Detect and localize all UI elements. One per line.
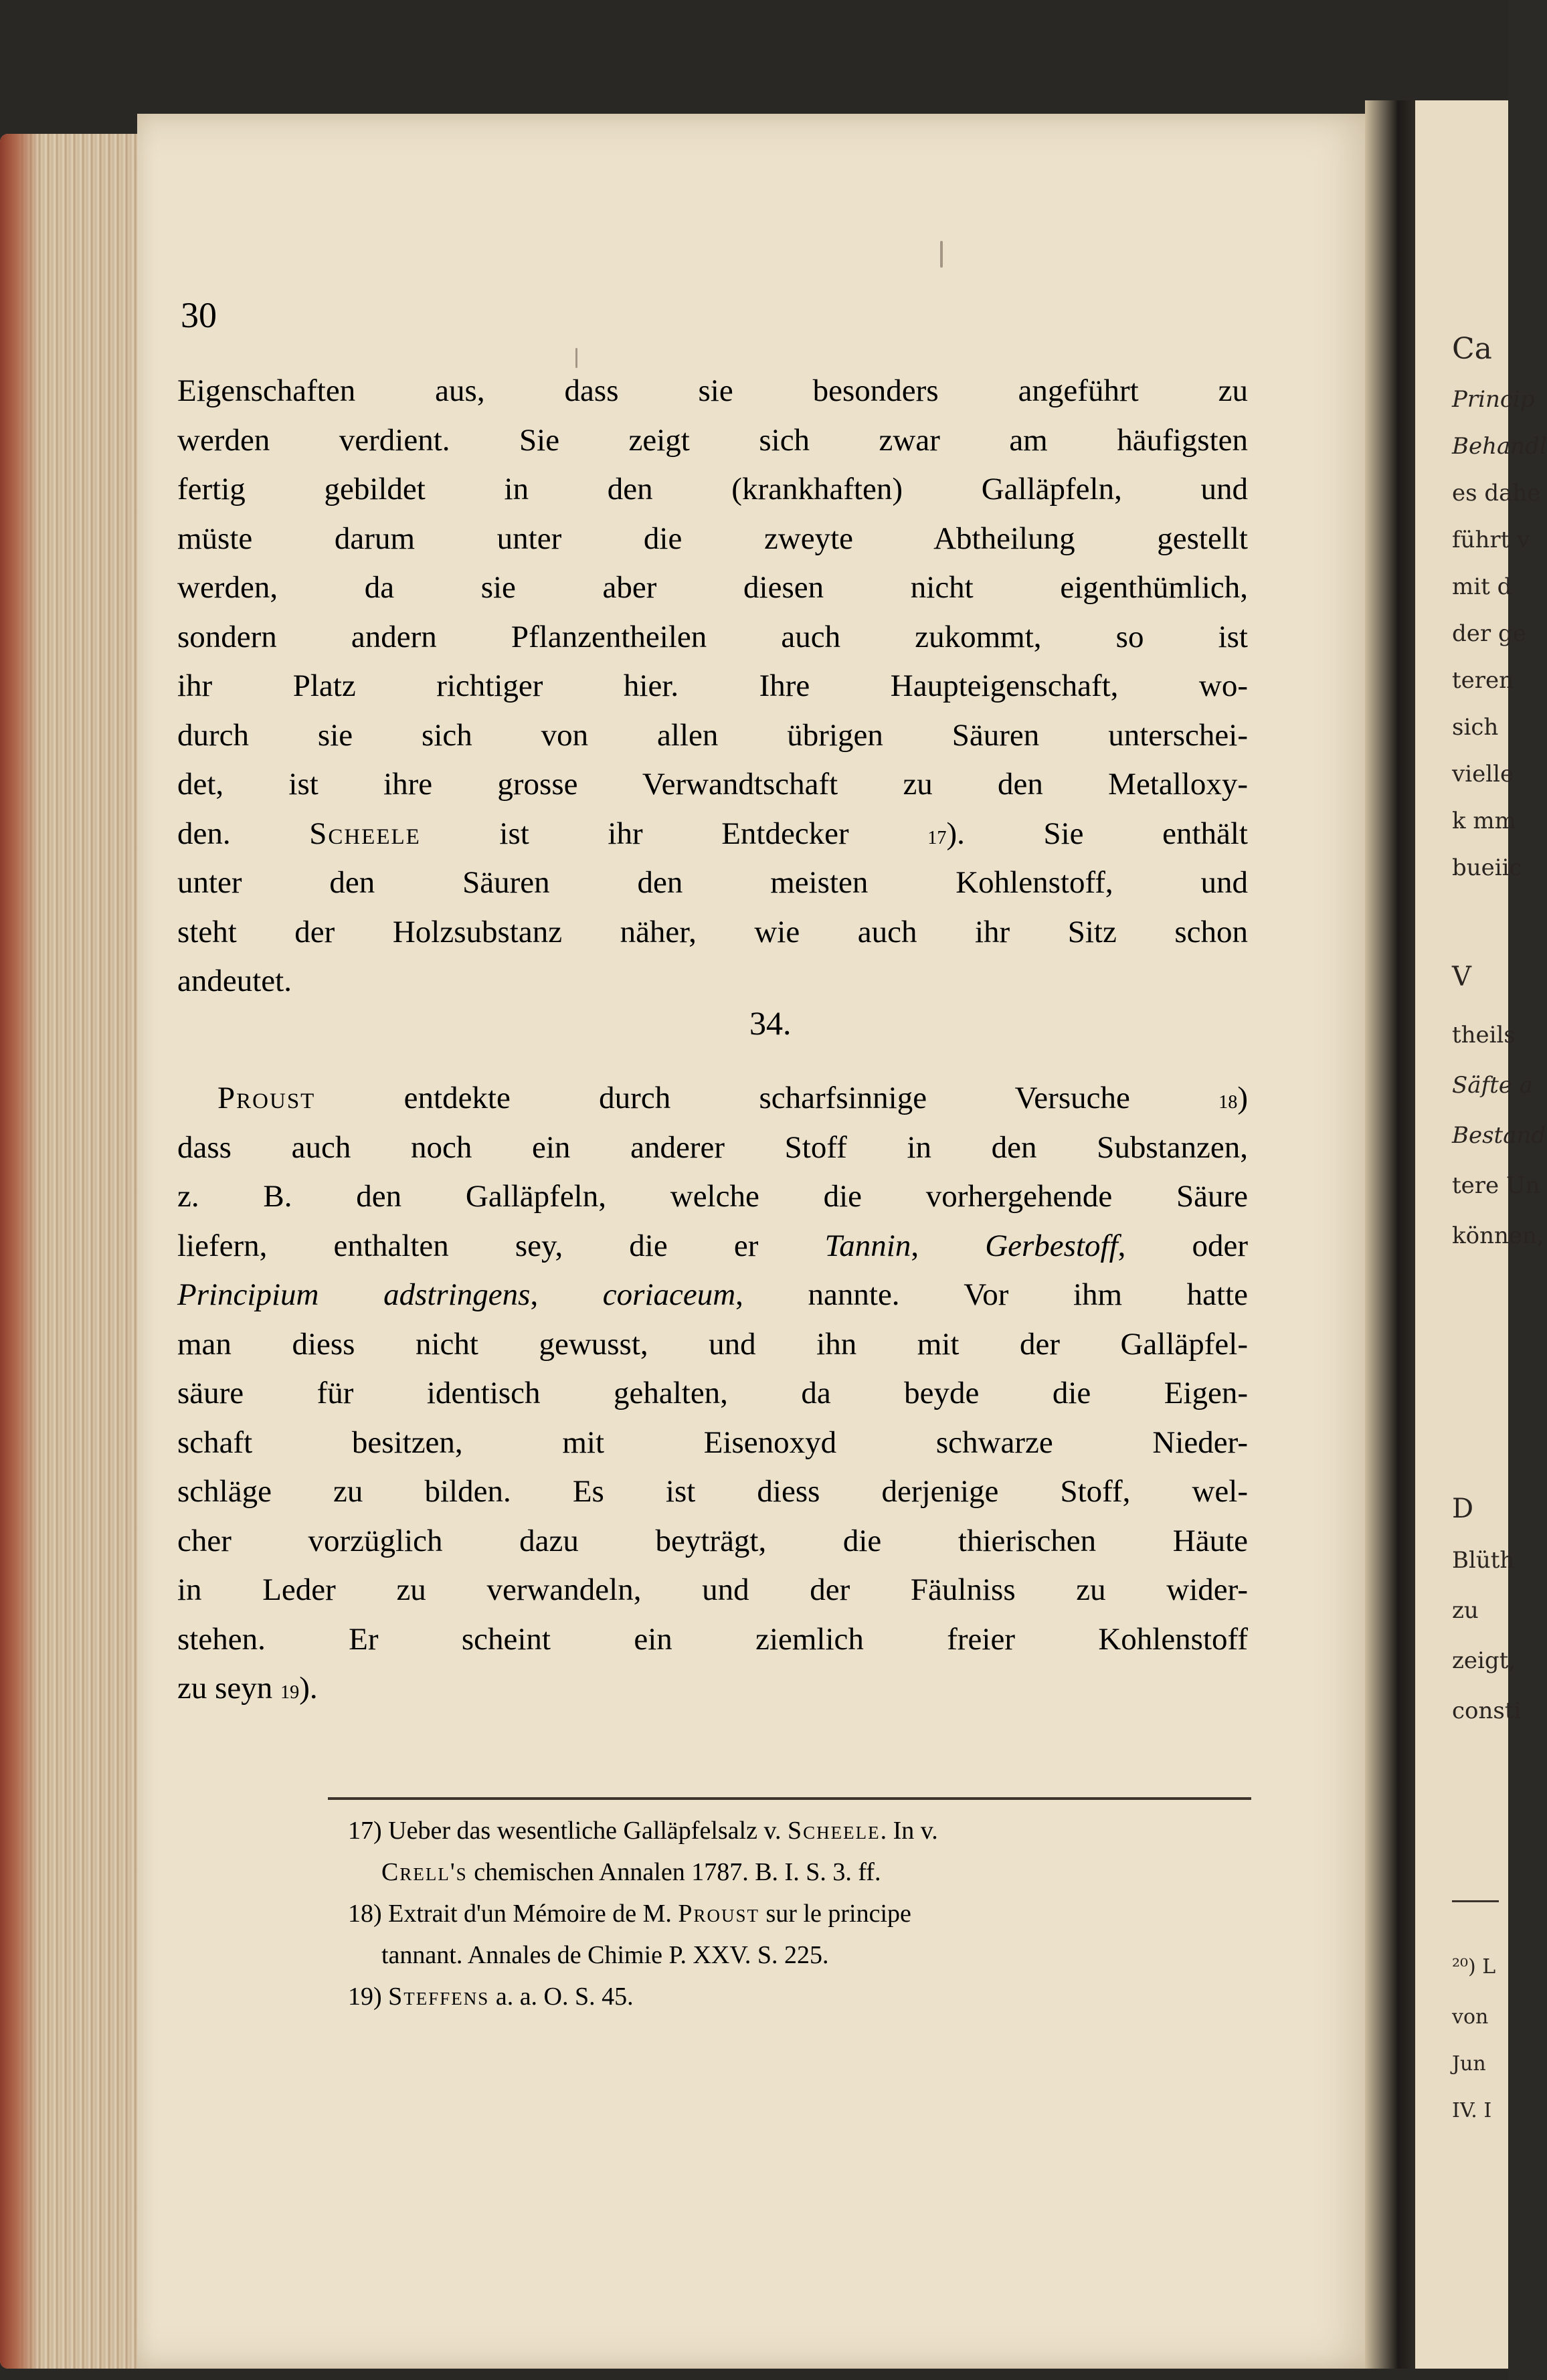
text-line: ihr Platz richtiger hier. Ihre Haupteigenschaft, wo- xyxy=(177,668,1248,703)
footnote-17 xyxy=(348,1810,1245,1851)
facing-line: consti xyxy=(1452,1698,1522,1724)
text-line: andeutet. xyxy=(177,964,292,998)
text-line: dass auch noch ein anderer Stoff in den Substanzen, xyxy=(177,1129,1248,1165)
text-segment: chemischen Annalen 1787. B. I. S. 3. ff. xyxy=(467,1858,881,1886)
italic-term: Principium adstringens xyxy=(177,1277,531,1312)
page-edges xyxy=(0,134,154,2369)
text-line xyxy=(177,1222,1248,1271)
footnote-mark: 17) xyxy=(348,1817,382,1845)
text-line: man diess nicht gewusst, und ihn mit der Galläpfel- xyxy=(177,1326,1248,1362)
text-segment: ) xyxy=(1237,1081,1248,1115)
facing-line: können, xyxy=(1452,1222,1544,1249)
facing-line: Ca xyxy=(1452,332,1492,366)
facing-line: Blüth xyxy=(1452,1547,1515,1574)
text-line xyxy=(177,810,1248,859)
facing-footnote-rule xyxy=(1452,1900,1499,1902)
facing-line: theils xyxy=(1452,1022,1516,1048)
facing-line: bueiic xyxy=(1452,854,1522,881)
text-line: fertig gebildet in den (krankhaften) Galläpfeln, und xyxy=(177,472,1248,507)
facing-line: k mm xyxy=(1452,808,1516,834)
author-name: Proust xyxy=(678,1900,760,1928)
facing-line: der ge xyxy=(1452,620,1526,647)
facing-line: von xyxy=(1452,2005,1489,2029)
footnote-18-cont: tannant. Annales de Chimie P. XXV. S. 225. xyxy=(381,1941,829,1969)
text-line: durch sie sich von allen übrigen Säuren unterschei- xyxy=(177,717,1248,753)
text-line: Eigenschaften aus, dass sie besonders angeführt zu xyxy=(177,373,1248,408)
text-segment: entdekte durch scharfsinnige Versuche xyxy=(315,1081,1219,1115)
text-line xyxy=(177,1664,1248,1714)
text-line: säure für identisch gehalten, da beyde die Eigen- xyxy=(177,1376,1248,1410)
text-line: werden verdient. Sie zeigt sich zwar am häufigsten xyxy=(177,422,1248,458)
facing-line: Behandl xyxy=(1452,433,1547,460)
text-segment: ). Sie enthält xyxy=(946,816,1248,851)
text-segment: Extrait d'un Mémoire de M. xyxy=(381,1900,678,1928)
facing-line: es dahe xyxy=(1452,480,1541,507)
text-line: schläge zu bilden. Es ist diess derjenige Stoff, wel- xyxy=(177,1474,1248,1509)
text-segment: zu seyn xyxy=(177,1671,281,1706)
text-line: det, ist ihre grosse Verwandtschaft zu den Metalloxy- xyxy=(177,767,1248,802)
paper-speck xyxy=(940,241,943,268)
text-segment: , xyxy=(530,1277,603,1312)
footnotes xyxy=(348,1810,1245,2017)
facing-line: vielle xyxy=(1452,761,1514,788)
author-name: Crell's xyxy=(381,1858,468,1886)
text-segment: a. a. O. S. 45. xyxy=(489,1983,634,2011)
footnote-19 xyxy=(348,1976,1245,2017)
text-line: z. B. den Galläpfeln, welche die vorhergehende Säure xyxy=(177,1179,1248,1214)
footnote-18 xyxy=(348,1893,1245,1934)
facing-line: tere Un xyxy=(1452,1172,1540,1199)
text-segment: , xyxy=(911,1228,986,1263)
facing-line: sich xyxy=(1452,714,1499,741)
paragraph-2 xyxy=(177,1074,1248,1714)
footnote-mark: 19) xyxy=(348,1983,382,2011)
facing-page xyxy=(1415,100,1547,2369)
facing-line: führt v xyxy=(1452,527,1530,553)
footnote-ref: 18 xyxy=(1218,1092,1238,1113)
text-line: unter den Säuren den meisten Kohlenstoff, und xyxy=(177,865,1248,900)
text-line xyxy=(177,1074,1248,1123)
text-segment: ist ihr Entdecker xyxy=(420,816,928,851)
text-line: in Leder zu verwandeln, und der Fäulniss zu wider- xyxy=(177,1572,1248,1607)
text-line: sondern andern Pflanzentheilen auch zukommt, so ist xyxy=(177,619,1248,654)
author-name: Steffens xyxy=(388,1983,490,2011)
section-number: 34. xyxy=(749,1004,792,1042)
text-line: müste darum unter die zweyte Abtheilung gestellt xyxy=(177,521,1248,556)
author-name: Scheele xyxy=(788,1817,881,1845)
facing-line: Bestand xyxy=(1452,1122,1546,1149)
text-segment: . In v. xyxy=(880,1817,938,1845)
text-line: schaft besitzen, mit Eisenoxyd schwarze Nieder- xyxy=(177,1425,1248,1460)
facing-line: Jun xyxy=(1452,2052,1486,2076)
footnote-mark: 18) xyxy=(348,1900,382,1928)
page-number: 30 xyxy=(181,295,217,335)
facing-line: Princip xyxy=(1452,386,1535,413)
text-line xyxy=(177,1271,1248,1320)
facing-line: zeigt, xyxy=(1452,1647,1516,1674)
text-segment: , nannte. Vor ihm hatte xyxy=(735,1277,1249,1312)
facing-line: IV. I xyxy=(1452,2099,1492,2122)
text-segment: liefern, enthalten sey, die er xyxy=(177,1228,825,1263)
text-line: werden, da sie aber diesen nicht eigenthümlich, xyxy=(177,570,1248,605)
text-segment: den. xyxy=(177,816,310,851)
italic-term: Tannin xyxy=(824,1228,911,1263)
footnote-ref: 17 xyxy=(927,827,947,848)
text-segment: ). xyxy=(299,1671,318,1706)
text-line: steht der Holzsubstanz näher, wie auch ihr Sitz schon xyxy=(177,914,1248,949)
text-line: stehen. Er scheint ein ziemlich freier Kohlenstoff xyxy=(177,1621,1248,1657)
text-line: cher vorzüglich dazu beyträgt, die thierischen Häute xyxy=(177,1523,1248,1558)
facing-line: ²⁰) L xyxy=(1452,1955,1496,1979)
italic-term: coriaceum xyxy=(602,1277,736,1312)
facing-line: Säfte a xyxy=(1452,1072,1534,1099)
author-name: Scheele xyxy=(309,816,421,851)
text-segment: Ueber das wesentliche Galläpfelsalz v. xyxy=(381,1817,788,1845)
facing-line: V xyxy=(1452,962,1471,992)
paragraph-1 xyxy=(177,367,1248,1006)
facing-line: zu xyxy=(1452,1597,1479,1624)
footnote-17-cont xyxy=(348,1851,1245,1893)
author-name: Proust xyxy=(217,1081,316,1115)
paper-speck xyxy=(575,348,577,368)
footnote-ref: 19 xyxy=(280,1682,300,1703)
text-segment: , oder xyxy=(1117,1228,1248,1263)
facing-line: D xyxy=(1452,1493,1474,1524)
footnote-rule xyxy=(328,1797,1251,1800)
facing-line: teren xyxy=(1452,667,1514,694)
italic-term: Gerbestoff xyxy=(985,1228,1118,1263)
facing-line: mit d xyxy=(1452,573,1512,600)
text-segment: sur le principe xyxy=(759,1900,911,1928)
